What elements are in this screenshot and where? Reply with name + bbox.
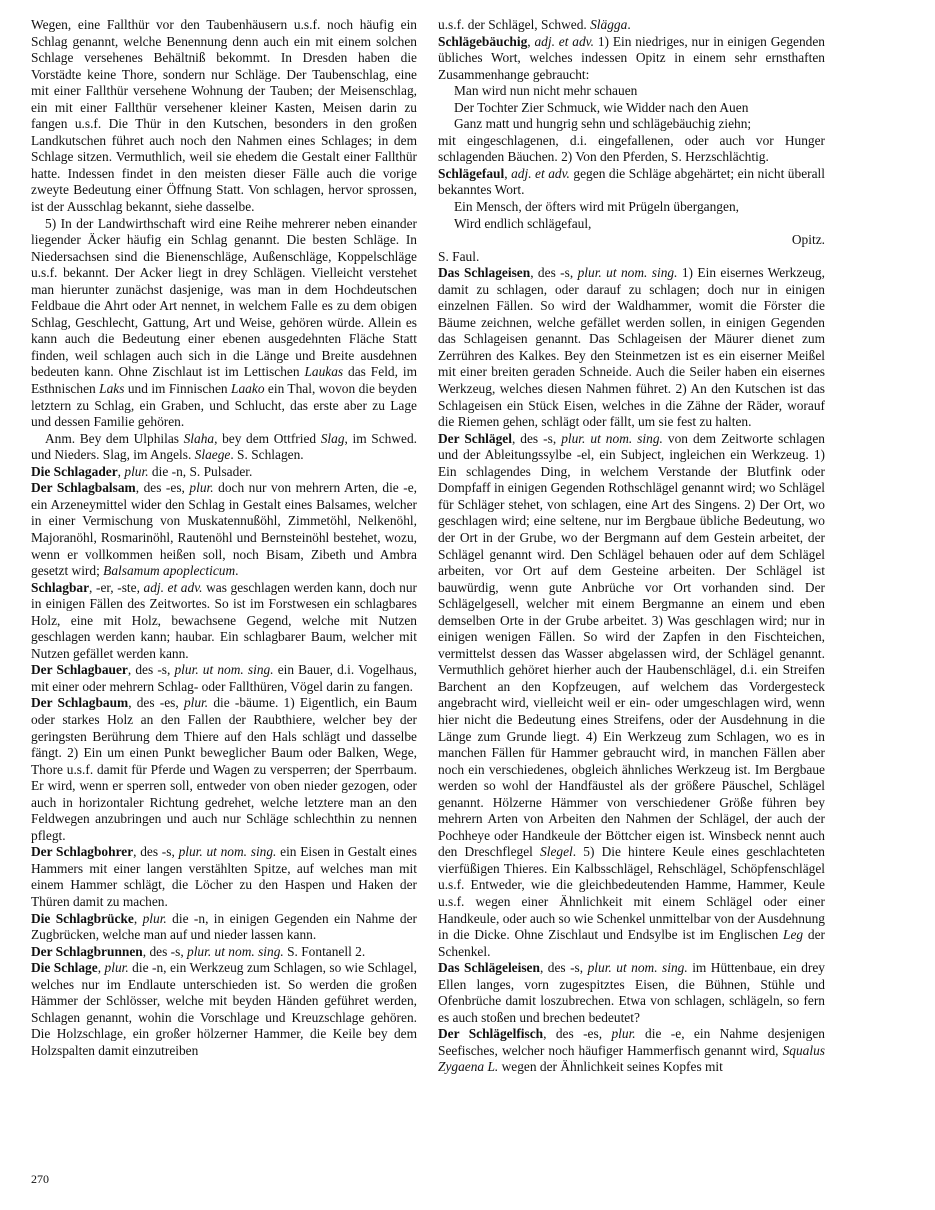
entry-headword: Schlägefaul: [438, 165, 505, 181]
entry-headword: Das Schlägeleisen: [438, 960, 540, 976]
entry-headword: Schlagbar: [31, 579, 90, 595]
paragraph-landwirthschaft: 5) In der Landwirthschaft wird eine Reihe mehrerer neben einander liegender Äcker häufig ein Schlag genannt. Die besten Schläge. In Niedersachsen sind die Bienenschläge, Außenschläge, Koppelschläge u.s.f. bekannt. Der Acker liegt in drey Schlägen. Vielleicht verstehet man hierunter zunächst dasjenige, was man in dem Hochdeutschen Feldbaue die Ahrt oder Art nennet, in welchem Falle es zu dem obigen Schlag, Geschlecht, Gattung, Art und Weise, gehören würde. Allein es kann auch die Bedeutung einer ebenen ausgedehnten Fläche Statt finden, weil schlagen auch sich in die Länge und Breite ausdehnen bedeuten kann. Ohne Zischlaut ist im Lettischen Laukas das Feld, im Esthnischen Laks und im Finnischen Laako ein Thal, wovon die beyden letztern zu Schlag, ein Graben, und Schlucht, das erste aber zu Lage und dessen Familie gehören.: [31, 215, 417, 430]
verse-line: Man wird nun nicht mehr schauen: [454, 83, 638, 99]
verse-attribution: Opitz.: [791, 232, 825, 248]
entry-headword: Die Schlagader: [31, 463, 118, 479]
entry-headword: Die Schlage: [31, 960, 98, 976]
entry-headword: Die Schlagbrücke: [31, 910, 134, 926]
paragraph-fallthuer: Wegen, eine Fallthür vor den Taubenhäusern u.s.f. noch häufig ein Schlag genannt, welche Benennung denn auch ein mit einem solchen Schlage versehenes Behältniß bekommt. In Dresden haben die Vorstädte keine Thore, sondern nur Schläge. Der Taubenschlag, eine mit einer Fallthür versehene Wohnung der Tauben; der Meisenschlag, ein mit einer Fallthür versehener kleiner Kasten, Meisen darin zu fangen u.s.f. Die Thür in den Kutschen, besonders in den großen Landkutschen führet auch noch den Nahmen eines Schlages; in dem Schlage sitzen. Vermuthlich, weil sie ehedem die Gestalt einer Fallthür hatte. Indessen findet in den meisten dieser Fälle auch die vorige zweyte Bedeutung einer Öffnung Statt. Von schlagen, hervor sprossen, ist der Ausschlag bekannt, siehe dasselbe.: [31, 17, 417, 215]
entry-schlagader: Die Schlagader, plur. die -n, S. Pulsader.: [31, 463, 253, 479]
entry-schlageisen: Das Schlageisen, des -s, plur. ut nom. sing. 1) Ein eisernes Werkzeug, damit zu schlagen, oder darauf zu schlagen; doch nur in einigen einzelnen Fällen. So wird der Waldhammer, womit die Förster die Bäume zeichnen, welche gefället werden sollen, in einigen Gegenden das Schlageisen genannt. Das Schlageisen der Mäurer dienet zum Zerrühren des Kalkes. Bey den Steinmetzen ist es ein eiserner Meißel mit einer breiten geraden Schneide. Auch die Seiler haben ein eisernes Werkzeug, welches diesen Nahmen führet. 2) An den Kutschen ist das Schlageisen ein Stück Eisen, welches in die Zähne der Räder, worauf die Riemen gehen, schlägt oder fällt, um sie fest zu halten.: [438, 265, 825, 430]
entry-headword: Das Schlageisen: [438, 265, 531, 281]
page-number: 270: [31, 1172, 49, 1186]
entry-schlagbaum: Der Schlagbaum, des -es, plur. die -bäume. 1) Eigentlich, ein Baum oder starkes Holz an den Fallen der Raubthiere, welcher bey der geringsten Berührung dem Thiere auf den Hals schlägt und dasselbe fängt. 2) Ein um einen Punkt beweglicher Baum oder Balken, Wege, Thore u.s.f. damit für Pferde und Wagen zu versperren; der Sperrbaum. Er wird, wenn er sperren soll, entweder von oben nieder gezogen, oder auch in horizontaler Richtung gedrehet, welche letztere man an den Feldwegen anzubringen und auch nur Schläge schlechthin zu nennen pflegt.: [31, 695, 418, 843]
entry-schlaegeleisen: Das Schlägeleisen, des -s, plur. ut nom. sing. im Hüttenbaue, ein drey Ellen langes, vorn zugespitztes Eisen, die Bühnen, Stühle und Ofenbrüche damit loszubrechen. Etwa von schlagen, schlägeln, so fern es auch stoßen und brechen bedeutet?: [438, 960, 825, 1025]
entry-schlaegefaul: Schlägefaul, adj. et adv. gegen die Schläge abgehärtet; ein nicht überall bekanntes Wort.: [438, 165, 825, 198]
entry-schlagbar: Schlagbar, -er, -ste, adj. et adv. was geschlagen werden kann, doch nur in einigen Fällen des Zeitwortes. So ist im Forstwesen ein schlagbares Holz, eine mit Holz, bewachsene Gegend, welche mit Nutzen geschlagen werden kann; haubar. Ein schlagbarer Baum, welcher mit Nutzen gefället werden kann.: [31, 579, 417, 661]
verse-line: Ein Mensch, der öfters wird mit Prügeln übergangen,: [454, 199, 739, 215]
entry-schlagbohrer: Der Schlagbohrer, des -s, plur. ut nom. sing. ein Eisen in Gestalt eines Hammers mit einer langen verstählten Spitze, auf welches man mit einem Hammer schlägt, die Löcher zu den Haspen und Haken der Thüren damit zu machen.: [31, 844, 417, 909]
entry-schlagbauer: Der Schlagbauer, des -s, plur. ut nom. sing. ein Bauer, d.i. Vogelhaus, mit einer oder mehrern Schlag- oder Fallthüren, Vögel darin zu fangen.: [31, 662, 417, 694]
entry-schlaegel: Der Schlägel, des -s, plur. ut nom. sing. von dem Zeitworte schlagen und der Ableitungssylbe -el, ein Subject, ingleichen ein Werkzeug. 1) Ein schlagendes Ding, in welchem Verstande der Blutfink oder Dompfaff in einigen Gegenden Rothschlägel genannt wird; wo Schlägel für Schläger stehet, von schlagen, eine Art des Singens. 2) Der Ort, wo geschlagen wird; eine seltene, nur im Bergbaue übliche Bedeutung, wo der Ort in der Grube, wo der Bergmann auf dem Gestein arbeitet, der Schlägel genannt wird. Den Schlägel behauen oder auf dem Schlägel arbeiten, vor Ort auf dem Gesteine arbeiten. Der Schlägel ist bauwürdig, wenn gute Anbrüche vor Ort vorhanden sind. Der Schlägelgesell, welcher mit einem Bergmanne an einem und eben demselben Orte in der Grube arbeitet. 3) Was geschlagen wird; nur in einigen wenigen Fällen. So wird der Zapfen in den Fischteichen, vermittelst dessen das Wasser abgelassen wird, der Schlägel genannt. Vermuthlich gehöret hierher auch der Haubenschlägel, d.i. ein Streifen Barchent an den Kopfzeugen, auf welchem das Vordergesteck angebracht wird, vielleicht weil er ein- oder umgeschlagen wird, wenn hier nicht die Bedeutung eines Streifens, oder der Ausdehnung in die Länge zum Grunde liegt. 4) Ein Werkzeug zum Schlagen, wo es in manchen Fällen für Hammer gebraucht wird, in manchen Fällen aber noch ein verschiedenes, obgleich ähnliches Werkzeug ist. Im Bergbaue werden so wohl der Handfäustel als der größere Päuschel, Schlägel genannt. Hölzerne Hämmer von verschiedener Größe führen bey mehrern Arten von Arbeiten den Nahmen der Schlägel, der auch der Pochheye oder Handkeule der Böttcher eigen ist. Winsbeck nennt auch den Dreschflegel Slegel. 5) Die hintere Keule eines geschlachteten vierfüßigen Thieres. Ein Kalbsschlägel, Rehschlägel, Schöpfenschlägel u.s.f. Entweder, wie die gleichbedeutenden Hamme, Hammer, Keule u.s.f. wegen einer Ähnlichkeit mit einem Schlägel oder einer Handkeule, oder auch so wie Schenkel unmittelbar von der Ausdehnung in die Dicke. Ohne Zischlaut und Endsylbe ist im Englischen Leg der Schenkel.: [438, 430, 825, 959]
entry-headword: Der Schlägelfisch: [438, 1026, 544, 1042]
verse-line: Der Tochter Zier Schmuck, wie Widder nach den Auen: [454, 99, 749, 115]
entry-headword: Schlägebäuchig: [438, 33, 528, 49]
paragraph-continuation: u.s.f. der Schlägel, Schwed. Slägga.: [438, 17, 631, 32]
verse-line: Ganz matt und hungrig sehn und schlägebäuchig ziehn;: [454, 116, 752, 132]
entry-schlage: Die Schlage, plur. die -n, ein Werkzeug zum Schlagen, so wie Schlagel, welches nur im Endlaute unterschieden ist. So werden die großen Hämmer der Schlösser, welche mit beyden Händen geführet werden, Schlagen genannt, wohin die Vorschlage und Kreuzschlage gehören. Die Holzschlage, ein großer hölzerner Hammer, die Keile bey dem Holzspalten damit einzutreiben: [31, 960, 418, 1058]
entry-headword: Der Schlagbrunnen: [31, 943, 143, 959]
entry-headword: Der Schlagbohrer: [31, 844, 134, 860]
entry-headword: Der Schlagbauer: [31, 662, 128, 678]
paragraph-schlaegebauchig-cont: mit eingeschlagenen, d.i. eingefallenen, oder auch vor Hunger schlagenden Bäuchen. 2) Von den Pferden, S. Herzschlächtig.: [438, 132, 825, 165]
entry-headword: Der Schlagbalsam: [31, 480, 136, 496]
left-column: [31, 17, 417, 1059]
paragraph-anmerkung: Anm. Bey dem Ulphilas Slaha, bey dem Ottfried Slag, im Schwed. und Nieders. Slag, im Angels. Slaege. S. Schlagen.: [31, 430, 418, 463]
entry-schlagbrunnen: Der Schlagbrunnen, des -s, plur. ut nom. sing. S. Fontanell 2.: [31, 943, 366, 959]
entry-headword: Der Schlagbaum: [31, 695, 129, 711]
entry-schlaegelfisch: Der Schlägelfisch, des -es, plur. die -e, ein Nahme desjenigen Seefisches, welcher noch häufiger Hammerfisch genannt wird, Squalus Zygaena L. wegen der Ähnlichkeit seines Kopfes mit: [438, 1026, 826, 1075]
entry-headword: Der Schlägel: [438, 430, 512, 446]
paragraph-schlaegefaul-cont: S. Faul.: [438, 248, 480, 264]
entry-schlagbalsam: Der Schlagbalsam, des -es, plur. doch nur von mehrern Arten, die -e, ein Arzeneymittel wider den Schlag in Gestalt eines Balsames, welcher in einer Vermischung von Muskatennußöhl, Zimmetöhl, Nelkenöhl, Majoranöhl, Rosmarinöhl, Rautenöhl und Bernsteinöhl bestehet, wozu, wenn er vollkommen heißen soll, noch Bisam, Zibeth und Ambra gesetzt wird; Balsamum apoplecticum.: [31, 480, 417, 579]
entry-schlaegebauchig: Schlägebäuchig, adj. et adv. 1) Ein niedriges, nur in einigen Gegenden übliches Wort, welches indessen Opitz in einem sehr ernsthaften Zusammenhange gebraucht:: [438, 33, 825, 82]
right-column: [438, 17, 825, 1076]
verse-line: Wird endlich schlägefaul,: [454, 215, 592, 231]
entry-schlagbruecke: Die Schlagbrücke, plur. die -n, in einigen Gegenden ein Nahme der Zugbrücken, welche man auf und nieder lassen kann.: [31, 910, 417, 943]
